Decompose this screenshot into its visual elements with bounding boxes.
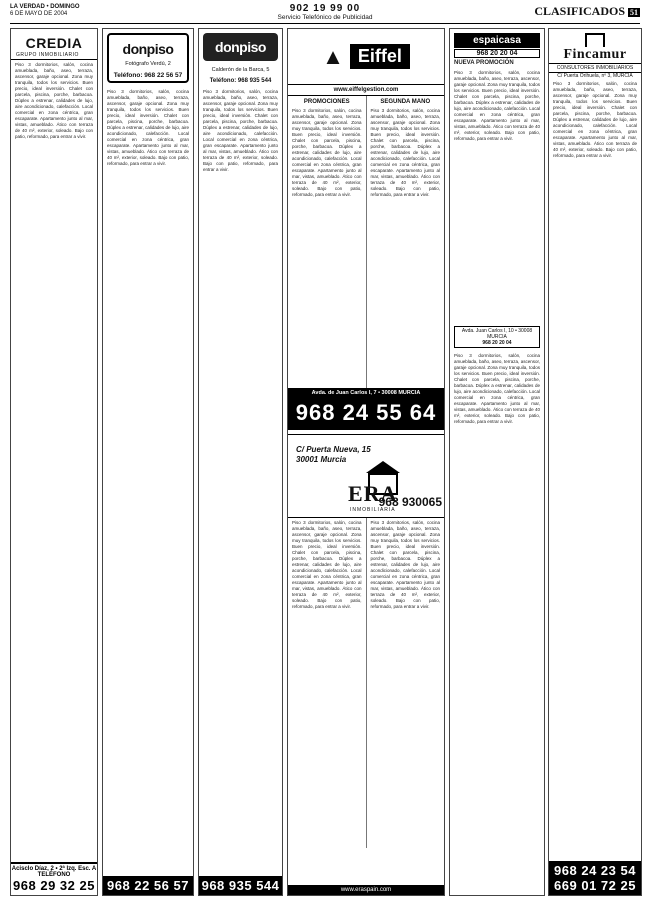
donpiso-footer-1 <box>103 876 193 895</box>
era-address <box>296 445 371 465</box>
espaicasa-listings-top: Piso 3 dormitorios, salón, cocina amueblada, baño, aseo, terraza, ascensor, garaje opcional. Zona muy tranquila, todos los servicios. Buen precio, ideal inversión. Chalet con parcela, piscina, porche, barbacoa. Dúplex a estrenar, calidades de lujo, aire acondicionado, calefacción. Local comercial en zona céntrica, gran escaparate. Apartamento junto al mar, vistas, amueblado. Ático con terraza de 40 m², exterior, soleado. Bajo con patio, reformado, para entrar a vivir. <box>454 70 540 141</box>
fincamur-sub: CONSULTORES INMOBILIARIOS <box>549 63 641 73</box>
era-url[interactable]: www.eraspain.com <box>288 885 444 895</box>
credia-listings: Piso 3 dormitorios, salón, cocina amueblada, baño, aseo, terraza, ascensor, garaje opcional. Zona muy tranquila, todos los servicios. Buen precio, ideal inversión. Chalet con parcela, piscina, porche, barbacoa. Dúplex a estrenar, calidades de lujo, aire acondicionado, calefacción. Local comercial en zona céntrica, gran escaparate. Apartamento junto al mar, vistas, amueblado. Ático con terraza de 40 m², exterior, soleado. Bajo con patio, reformado, para entrar a vivir. <box>15 62 93 139</box>
segunda-mano-text: Piso 3 dormitorios, salón, cocina amueblada, baño, aseo, terraza, ascensor, garaje opcional. Zona muy tranquila, todos los servicios. Buen precio, ideal inversión. Chalet con parcela, piscina, porche, barbacoa. Dúplex a estrenar, calidades de lujo, aire acondicionado, calefacción. Local comercial en zona céntrica, gran escaparate. Apartamento junto al mar, vistas, amueblado. Ático con terraza de 40 m², exterior, soleado. Bajo con patio, reformado, para entrar a vivir. <box>370 108 440 197</box>
newspaper-name: LA VERDAD <box>10 4 45 10</box>
fincamur-address: C/ Puerta Orihuela, nº 3, MURCIA <box>557 73 633 79</box>
era-listings-left-text: Piso 3 dormitorios, salón, cocina amueblada, baño, aseo, terraza, ascensor, garaje opcional. Zona muy tranquila, todos los servicios. Buen precio, ideal inversión. Chalet con parcela, piscina, porche, barbacoa. Dúplex a estrenar, calidades de lujo, aire acondicionado, calefacción. Local comercial en zona céntrica, gran escaparate. Apartamento junto al mar, vistas, amueblado. Ático con terraza de 40 m², exterior, soleado. Bajo con patio, reformado, para entrar a vivir. <box>292 520 362 609</box>
era-logo: ERA <box>348 481 398 506</box>
credia-logo-sub: GRUPO INMOBILIARIO <box>16 52 79 58</box>
page-header <box>10 4 640 24</box>
section-name: CLASIFICADOS <box>534 4 625 18</box>
era-address-line1: C/ Puerta Nueva, 15 <box>296 445 371 454</box>
era-sub: INMOBILIARIA <box>350 507 396 513</box>
fincamur-ad <box>548 28 642 896</box>
era-listings-left <box>288 518 367 848</box>
date-label: 6 DE MAYO DE 2004 <box>10 11 68 17</box>
credia-logo <box>11 29 97 60</box>
donpiso-logo-1: donpiso <box>122 41 174 57</box>
eiffel-phone: 968 24 55 64 <box>288 398 444 430</box>
eiffel-url[interactable]: www.eiffelgestion.com <box>288 85 444 96</box>
donpiso-tel-1: Teléfono: 968 22 56 57 <box>113 72 183 79</box>
donpiso-listings-2: Piso 3 dormitorios, salón, cocina amueblada, baño, aseo, terraza, ascensor, garaje opcional. Zona muy tranquila, todos los servicios. Buen precio, ideal inversión. Chalet con parcela, piscina, porche, barbacoa. Dúplex a estrenar, calidades de lujo, aire acondicionado, calefacción. Local comercial en zona céntrica, gran escaparate. Apartamento junto al mar, vistas, amueblado. Ático con terraza de 40 m², exterior, soleado. Bajo con patio, reformado, para entrar a vivir. <box>203 89 278 172</box>
credia-address: Acisclo Díaz, 2 • 2ª Izq. Esc. A <box>11 866 97 872</box>
donpiso-ad-2 <box>198 28 283 896</box>
donpiso-listings-1: Piso 3 dormitorios, salón, cocina amueblada, baño, aseo, terraza, ascensor, garaje opcional. Zona muy tranquila, todos los servicios. Buen precio, ideal inversión. Chalet con parcela, piscina, porche, barbacoa. Dúplex a estrenar, calidades de lujo, aire acondicionado, calefacción. Local comercial en zona céntrica, gran escaparate. Apartamento junto al mar, vistas, amueblado. Ático con terraza de 40 m², exterior, soleado. Bajo con patio, reformado, para entrar a vivir. <box>107 89 189 166</box>
fincamur-logo: Fincamur <box>563 47 627 62</box>
donpiso-phone-1: 968 22 56 57 <box>107 878 189 893</box>
era-phone-label: 968 930065 <box>378 495 442 509</box>
day-label: DOMINGO <box>50 4 80 10</box>
era-header <box>288 434 444 518</box>
header-service <box>225 4 425 22</box>
fincamur-listings: Piso 3 dormitorios, salón, cocina amueblada, baño, aseo, terraza, ascensor, garaje opcional. Zona muy tranquila, todos los servicios. Buen precio, ideal inversión. Chalet con parcela, piscina, porche, barbacoa. Dúplex a estrenar, calidades de lujo, aire acondicionado, calefacción. Local comercial en zona céntrica, gran escaparate. Apartamento junto al mar, vistas, amueblado. Ático con terraza de 40 m², exterior, soleado. Bajo con patio, reformado, para entrar a vivir. <box>553 81 637 158</box>
espaicasa-header <box>450 29 544 60</box>
donpiso-footer-2 <box>199 876 282 895</box>
house-icon <box>585 33 605 47</box>
eiffel-segunda-mano <box>367 96 445 388</box>
espaicasa-section <box>450 60 544 68</box>
era-listings-right <box>367 518 445 848</box>
promociones-heading: PROMOCIONES <box>303 99 350 105</box>
service-phone: 902 19 99 00 <box>289 3 361 14</box>
page-number: 51 <box>630 7 638 17</box>
era-listings <box>288 518 444 848</box>
credia-footer <box>11 862 97 895</box>
credia-phone-label: TELÉFONO <box>37 872 71 878</box>
eiffel-listings <box>288 96 444 388</box>
espaicasa-box-text: Avda. Juan Carlos I, 10 • 30008 MURCIA <box>461 328 533 340</box>
donpiso-logo-2: donpiso <box>203 33 278 61</box>
service-label: Servicio Telefónico de Publicidad <box>277 14 373 21</box>
era-address-line2: 30001 Murcia <box>296 455 347 464</box>
fincamur-footer <box>549 861 641 895</box>
eiffel-promociones <box>288 96 367 388</box>
credia-logo-text: CREDIA <box>25 35 83 51</box>
donpiso-phone-2: 968 935 544 <box>201 878 280 893</box>
eiffel-tower-icon: ▲ <box>322 43 344 69</box>
donpiso-office-2: Calderón de la Barca, 5 <box>211 67 270 73</box>
espaicasa-box-phone: 968 20 20 04 <box>482 340 512 346</box>
espaicasa-logo: espaicasa <box>454 33 540 48</box>
credia-ad <box>10 28 98 896</box>
espaicasa-address-box <box>454 326 540 348</box>
eiffel-era-column <box>287 28 445 896</box>
espaicasa-listings-bottom: Piso 3 dormitorios, salón, cocina amueblada, baño, aseo, terraza, ascensor, garaje opcional. Zona muy tranquila, todos los servicios. Buen precio, ideal inversión. Chalet con parcela, piscina, porche, barbacoa. Dúplex a estrenar, calidades de lujo, aire acondicionado, calefacción. Local comercial en zona céntrica, gran escaparate. Apartamento junto al mar, vistas, amueblado. Ático con terraza de 40 m², exterior, soleado. Bajo con patio, reformado, para entrar a vivir. <box>454 353 540 424</box>
fincamur-phone-2: 669 01 72 25 <box>554 878 636 893</box>
fincamur-phone-1: 968 24 23 54 <box>554 863 636 878</box>
eiffel-header <box>288 29 444 85</box>
segunda-mano-heading: SEGUNDA MANO <box>380 99 431 105</box>
credia-phone: 968 29 32 25 <box>13 878 95 893</box>
eiffel-logo: Eiffel <box>350 44 410 69</box>
eiffel-address: Avda. de Juan Carlos I, 7 • 30008 MURCIA <box>288 388 444 398</box>
header-dateline: LA VERDAD • DOMINGO 6 DE MAYO DE 2004 <box>10 4 80 17</box>
espaicasa-section-head: NUEVA PROMOCIÓN <box>454 60 514 66</box>
donpiso-office-1: Fotógrafo Verdú, 2 <box>125 61 171 67</box>
donpiso-tel-2: Teléfono: 968 935 544 <box>209 78 272 84</box>
donpiso-header-1 <box>107 33 189 83</box>
donpiso-ad-1 <box>102 28 194 896</box>
promociones-text: Piso 3 dormitorios, salón, cocina amueblada, baño, aseo, terraza, ascensor, garaje opcional. Zona muy tranquila, todos los servicios. Buen precio, ideal inversión. Chalet con parcela, piscina, porche, barbacoa. Dúplex a estrenar, calidades de lujo, aire acondicionado, calefacción. Local comercial en zona céntrica, gran escaparate. Apartamento junto al mar, vistas, amueblado. Ático con terraza de 40 m², exterior, soleado. Bajo con patio, reformado, para entrar a vivir. <box>292 108 362 197</box>
section-title <box>534 4 640 19</box>
espaicasa-phone: 968 20 20 04 <box>454 49 540 58</box>
era-listings-right-text: Piso 3 dormitorios, salón, cocina amueblada, baño, aseo, terraza, ascensor, garaje opcional. Zona muy tranquila, todos los servicios. Buen precio, ideal inversión. Chalet con parcela, piscina, porche, barbacoa. Dúplex a estrenar, calidades de lujo, aire acondicionado, calefacción. Local comercial en zona céntrica, gran escaparate. Apartamento junto al mar, vistas, amueblado. Ático con terraza de 40 m², exterior, soleado. Bajo con patio, reformado, para entrar a vivir. <box>370 520 440 609</box>
espaicasa-ad <box>449 28 545 896</box>
